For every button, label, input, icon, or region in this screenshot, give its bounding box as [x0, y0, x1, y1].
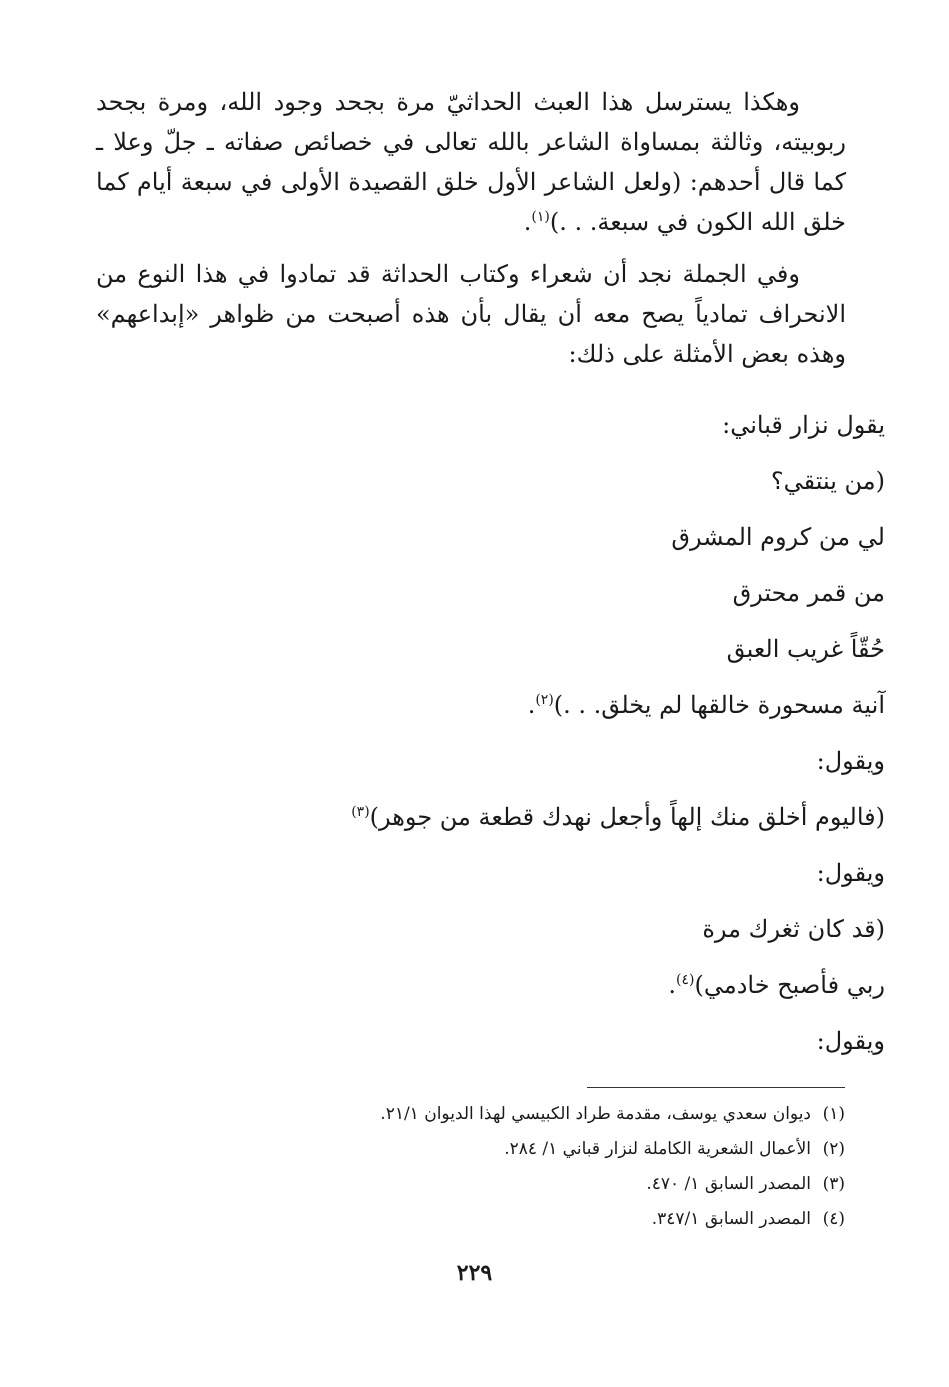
footnote-number: (٢): [822, 1139, 845, 1159]
verse-line-6: آنية مسحورة خالقها لم يخلق. . .)$^{(٢)}$.: [527, 691, 885, 719]
paragraph-2: [96, 254, 846, 374]
verse-line-8: (فاليوم أخلق منك إلهاً وأجعل نهدك قطعة من جوهر)$^{(٣)}$: [351, 803, 885, 831]
footnote-separator: [587, 1087, 845, 1088]
verse-line-9: ويقول:: [816, 859, 885, 887]
footnote-3: [245, 1167, 845, 1202]
verse-line-3: لي من كروم المشرق: [671, 523, 885, 551]
verse-line-12: ويقول:: [816, 1027, 885, 1055]
paragraph-1: وهكذا يسترسل هذا العبث الحداثيّ مرة بجحد وجود الله، ومرة بجحد ربوبيته، وثالثة بمساواة الشاعر بالله تعالى في خصائص صفاته ـ جلّ وعلا ـ كما قال أحدهم: (ولعل الشاعر الأول خلق القصيدة الأولى في سبعة أيام كما خلق الله الكون في سبعة. . .)$^{(١)}$.: [96, 88, 846, 236]
footnote-marker-4[interactable]: (٤): [676, 972, 695, 988]
footnote-4: [245, 1202, 845, 1237]
verse-line-1: يقول نزار قباني:: [722, 411, 885, 439]
footnote-1: [245, 1097, 845, 1132]
main-text: [96, 82, 846, 386]
footnotes-section: [245, 1097, 845, 1237]
page-number: ٢٢٩: [456, 1260, 493, 1286]
verse-line-4: من قمر محترق: [732, 579, 885, 607]
footnote-marker-1[interactable]: (١): [531, 209, 550, 225]
verse-line-5: حُقّاً غريب العبق: [726, 635, 885, 663]
footnote-text: المصدر السابق ٣٤٧/١.: [651, 1209, 811, 1229]
footnote-marker-3[interactable]: (٣): [351, 804, 370, 820]
paragraph-2-text: وفي الجملة نجد أن شعراء وكتاب الحداثة قد تمادوا في هذا النوع من الانحراف تمادياً يصح معه أن يقال بأن هذه أصبحت من ظواهر «إبداعهم» وهذه بعض الأمثلة على ذلك:: [96, 260, 846, 368]
footnote-marker-2[interactable]: (٢): [535, 692, 554, 708]
footnote-text: المصدر السابق ١/ ٤٧٠.: [646, 1174, 811, 1194]
footnote-number: (٣): [822, 1174, 845, 1194]
footnote-text: الأعمال الشعرية الكاملة لنزار قباني ١/ ٢٨٤.: [504, 1139, 811, 1159]
footnote-number: (١): [822, 1104, 845, 1124]
verse-line-11: ربي فأصبح خادمي)$^{(٤)}$.: [668, 971, 885, 999]
footnote-number: (٤): [822, 1209, 845, 1229]
footnote-2: [245, 1132, 845, 1167]
verse-line-10: (قد كان ثغرك مرة: [702, 915, 885, 943]
verse-line-2: (من ينتقي؟: [770, 467, 885, 495]
verse-line-7: ويقول:: [816, 747, 885, 775]
paragraph-1-text: وهكذا يسترسل هذا العبث الحداثيّ مرة بجحد وجود الله، ومرة بجحد ربوبيته، وثالثة بمساواة الشاعر بالله تعالى في خصائص صفاته ـ جلّ وعلا ـ كما قال أحدهم: (ولعل الشاعر الأول خلق القصيدة الأولى في سبعة أيام كما خلق الله الكون في سبعة. . .): [96, 88, 846, 236]
footnote-text: ديوان سعدي يوسف، مقدمة طراد الكبيسي لهذا الديوان ٢١/١.: [380, 1104, 811, 1124]
